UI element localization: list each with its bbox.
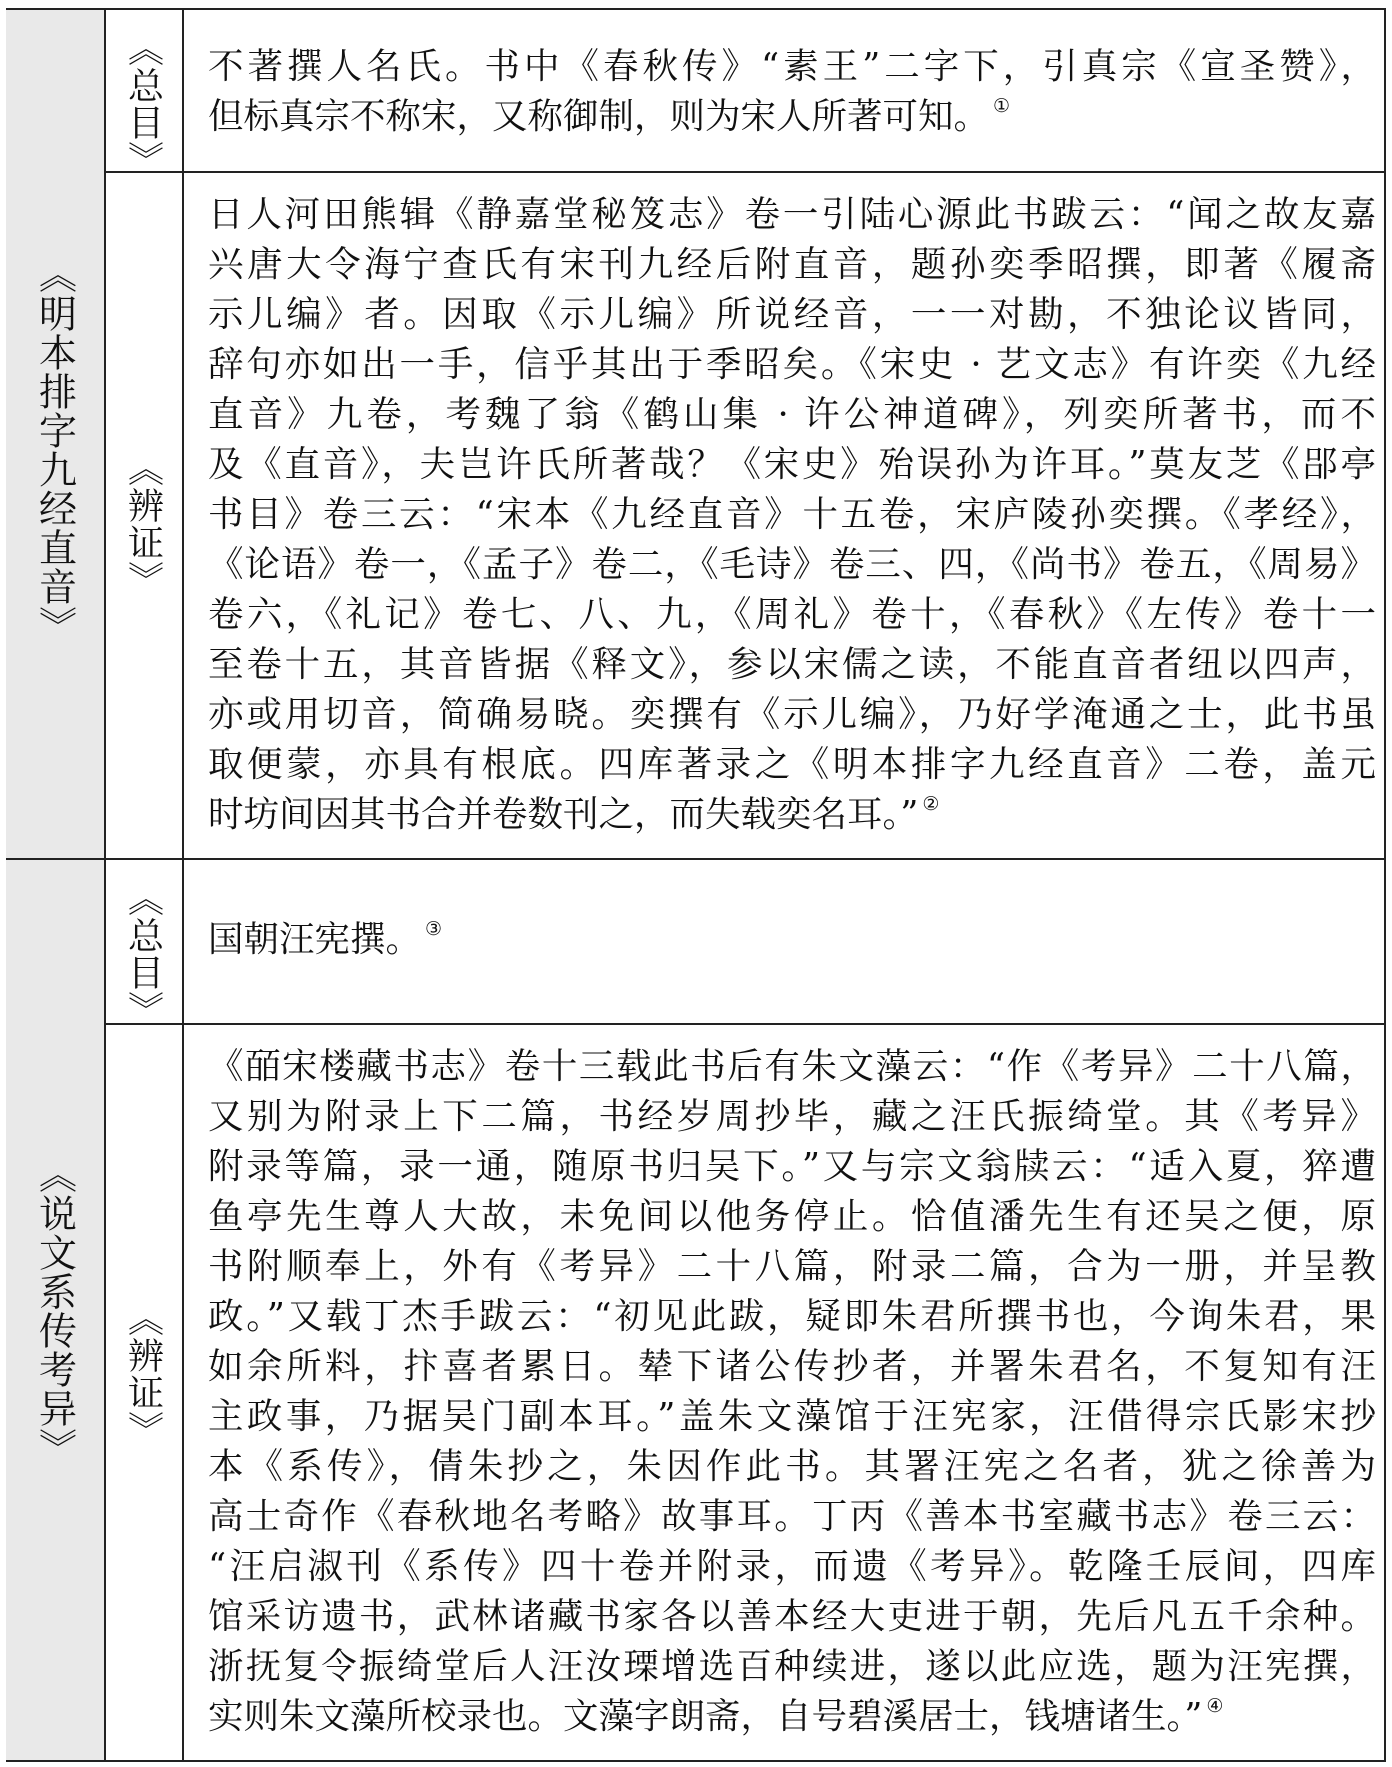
footnote-marker: ② (922, 793, 940, 815)
footnote-marker: ④ (1206, 1695, 1224, 1717)
text-line: 政。”又载丁杰手跋云：“初见此跋，疑即朱君所撰书也，今询朱君，果 (208, 1296, 1376, 1337)
text-line: “汪启淑刊《系传》四十卷并附录，而遗《考异》。乾隆壬辰间，四库 (208, 1546, 1376, 1587)
text-line: 实则朱文藻所校录也。文藻字朗斋，自号碧溪居士，钱塘诸生。” ④ (208, 1695, 1224, 1737)
text-line: 示儿编》者。因取《示儿编》所说经音，一一对勘，不独论议皆同， (208, 294, 1376, 335)
column-divider-1 (104, 8, 106, 1762)
text-line: 但标真宗不称宋，又称御制，则为宋人所著可知。 ① (208, 95, 1011, 137)
text-line: 卷六，《礼记》卷七、八、九，《周礼》卷十，《春秋》《左传》卷十一 (208, 594, 1376, 635)
footnote-marker: ③ (425, 918, 443, 940)
text-line: 如余所料，抃喜者累日。辇下诸公传抄者，并署朱君名，不复知有汪 (208, 1346, 1376, 1387)
text-line: 《皕宋楼藏书志》卷十三载此书后有朱文藻云：“作《考异》二十八篇， (208, 1046, 1376, 1087)
text-line: 兴唐大令海宁查氏有宋刊九经后附直音，题孙奕季昭撰，即著《履斋 (208, 244, 1376, 285)
text-line: 取便蒙，亦具有根底。四库著录之《明本排字九经直音》二卷，盖元 (208, 744, 1376, 785)
text-line: 本《系传》，倩朱抄之，朱因作此书。其署汪宪之名者，犹之徐善为 (208, 1446, 1376, 1487)
text-line: 书附顺奉上，外有《考异》二十八篇，附录二篇，合为一册，并呈教 (208, 1246, 1376, 1287)
zongmu-text (208, 42, 1376, 147)
text-line: 《论语》卷一，《孟子》卷二，《毛诗》卷三、四，《尚书》卷五，《周易》 (208, 544, 1376, 585)
text-line: 不著撰人名氏。书中《春秋传》“素王”二字下，引真宗《宣圣赞》， (208, 46, 1376, 87)
row-divider-2a (104, 1023, 1386, 1025)
text-line: 亦或用切音，简确易晓。奕撰有《示儿编》，乃好学淹通之士，此书虽 (208, 694, 1376, 735)
text-line: 至卷十五，其音皆据《释文》，参以宋儒之读，不能直音者纽以四声， (208, 644, 1376, 685)
bianzheng-text (208, 1042, 1376, 1747)
text-line: 附录等篇，录一通，随原书归吴下。”又与宗文翁牍云：“适入夏，猝遭 (208, 1146, 1376, 1187)
footnote-marker: ① (993, 95, 1011, 117)
text-line: 直音》九卷，考魏了翁《鹤山集 · 许公神道碑》，列奕所著书，而不 (208, 394, 1376, 435)
text-line: 主政事，乃据吴门副本耳。”盖朱文藻馆于汪宪家，汪借得宗氏影宋抄 (208, 1396, 1376, 1437)
entry-title: 《明本排字九经直音》 (32, 255, 77, 645)
text-line: 时坊间因其书合并卷数刊之，而失载奕名耳。” ② (208, 793, 940, 835)
text-line: 高士奇作《春秋地名考略》故事耳。丁丙《善本书室藏书志》卷三云： (208, 1496, 1376, 1537)
zongmu-label: 《总目》 (122, 880, 164, 1028)
bianzheng-text (208, 190, 1376, 845)
zongmu-text (208, 915, 1376, 970)
text-line: 馆采访遗书，武林诸藏书家各以善本经大吏进于朝，先后凡五千余种。 (208, 1596, 1376, 1637)
row-divider-1a (104, 171, 1386, 173)
column-divider-2 (182, 8, 184, 1762)
text-line: 又别为附录上下二篇，书经岁周抄毕，藏之汪氏振绮堂。其《考异》 (208, 1096, 1376, 1137)
text-line: 书目》卷三云：“宋本《九经直音》十五卷，宋庐陵孙奕撰。《孝经》， (208, 494, 1376, 535)
row-divider-1 (6, 858, 1386, 860)
zongmu-label: 《总目》 (122, 30, 164, 178)
bianzheng-label: 《辨证》 (122, 1300, 164, 1448)
entry-title: 《说文系传考异》 (32, 1155, 77, 1467)
text-line: 鱼亭先生尊人大故，未免间以他务停止。恰值潘先生有还吴之便，原 (208, 1196, 1376, 1237)
text-line: 浙抚复令振绮堂后人汪汝瑮增选百种续进，遂以此应选，题为汪宪撰， (208, 1646, 1376, 1687)
text-line: 辞句亦如出一手，信乎其出于季昭矣。《宋史 · 艺文志》有许奕《九经 (208, 344, 1376, 385)
text-line: 国朝汪宪撰。 ③ (208, 918, 443, 960)
text-line: 及《直音》，夫岂许氏所著哉？《宋史》殆误孙为许耳。”莫友芝《郘亭 (208, 444, 1376, 485)
bianzheng-label: 《辨证》 (122, 450, 164, 598)
text-line: 日人河田熊辑《静嘉堂秘笈志》卷一引陆心源此书跋云：“闻之故友嘉 (208, 194, 1376, 235)
